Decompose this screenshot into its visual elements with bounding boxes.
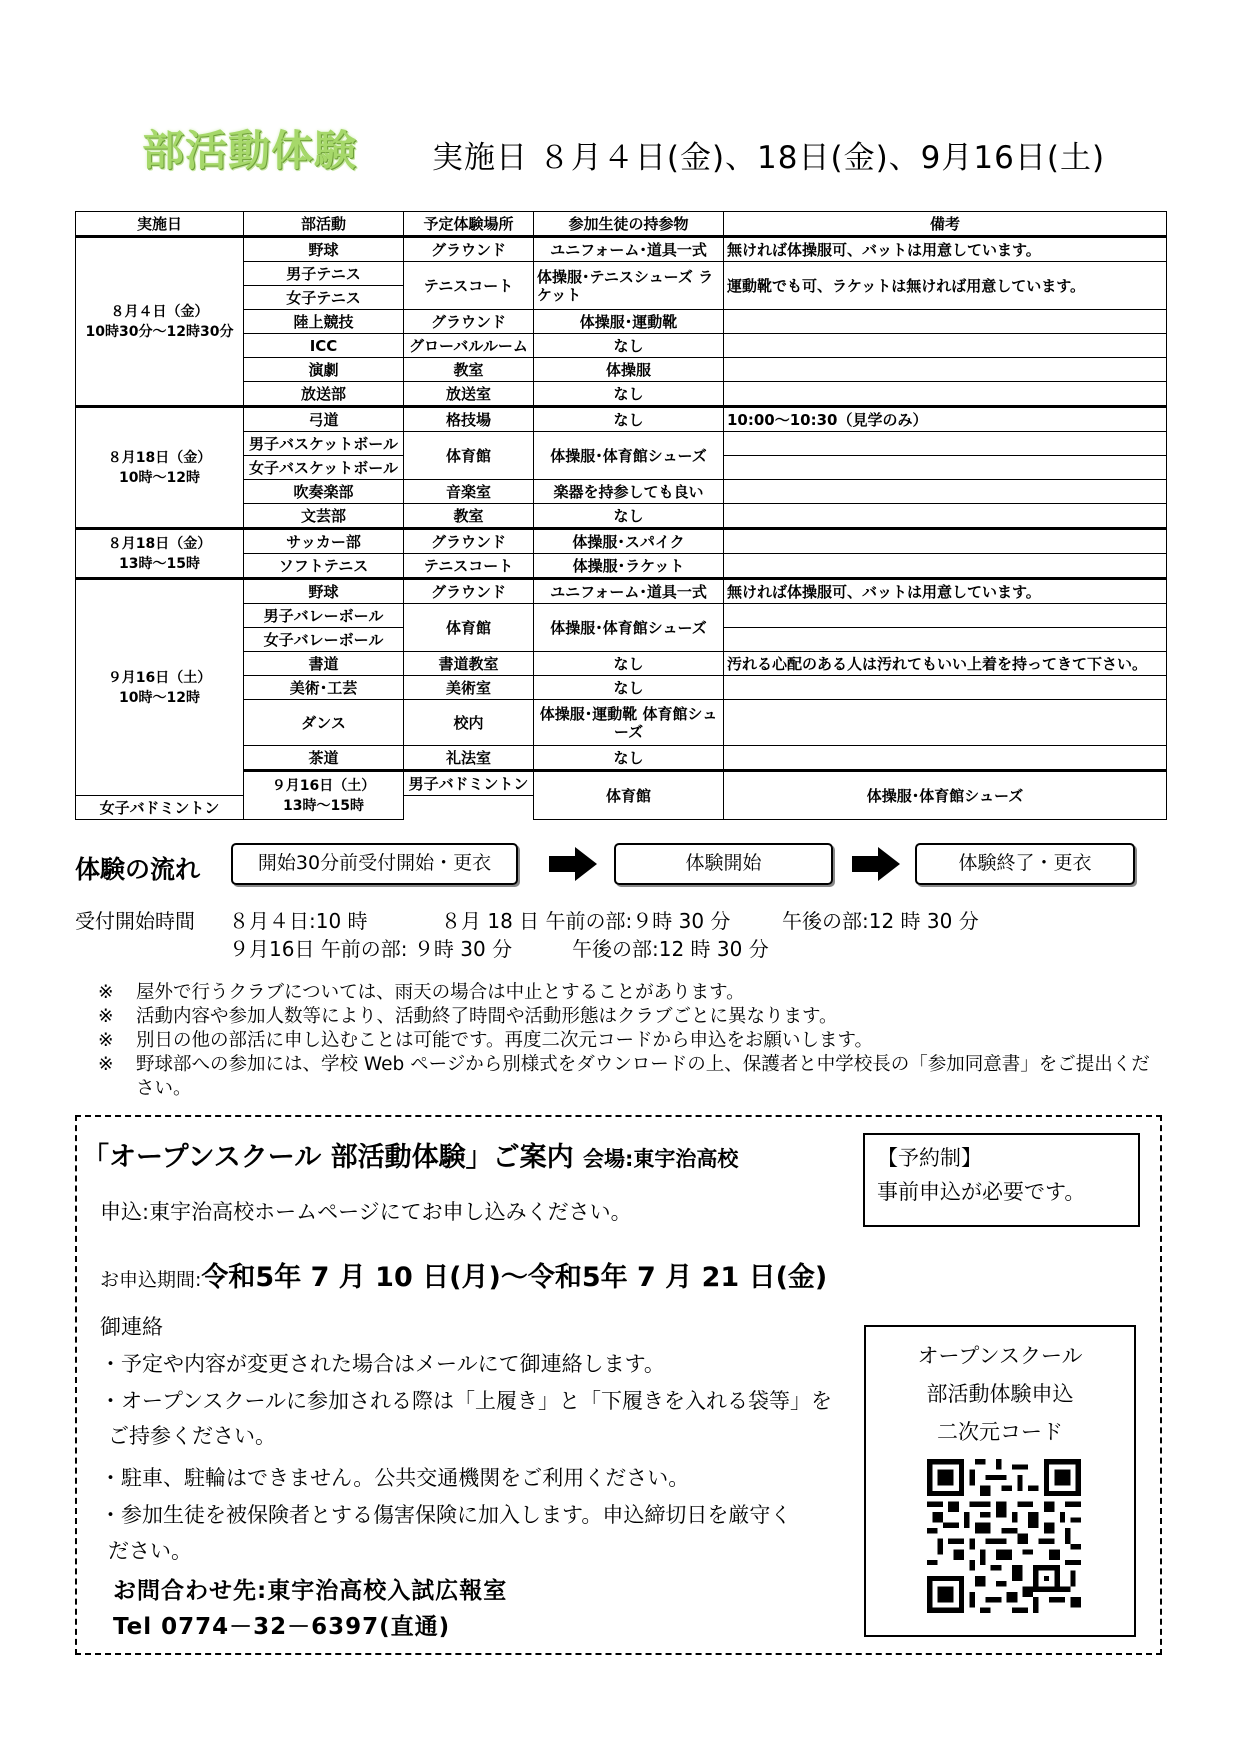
contact-item: ださい。 (108, 1539, 192, 1563)
club-cell: 女子テニス (244, 286, 404, 310)
club-cell: 男子バレーボール (244, 604, 404, 628)
club-cell: 陸上競技 (244, 310, 404, 334)
table-header-row (76, 212, 1167, 237)
items-cell: 体操服･体育館シューズ (534, 604, 724, 652)
note-cell (724, 382, 1167, 407)
place-cell: 格技場 (404, 407, 534, 432)
items-cell: 体操服･スパイク (534, 529, 724, 554)
header-place: 予定体験場所 (404, 212, 534, 237)
contact-item: ご持参ください。 (108, 1424, 276, 1448)
header-club: 部活動 (244, 212, 404, 237)
note-mark: ※ (98, 982, 114, 1003)
note-cell (724, 746, 1167, 771)
items-cell: なし (534, 407, 724, 432)
place-cell: 書道教室 (404, 652, 534, 676)
place-cell: 校内 (404, 700, 534, 746)
note-item (98, 1053, 1168, 1101)
note-cell (724, 604, 1167, 628)
date-text: ８月18日（金） (107, 535, 212, 552)
club-cell: ダンス (244, 700, 404, 746)
date-cell (244, 771, 404, 820)
reception-line2-a: ９月16日 午前の部: ９時 30 分 (229, 937, 513, 961)
club-cell: 男子バスケットボール (244, 432, 404, 456)
place-cell: テニスコート (404, 262, 534, 310)
date-text: ９月16日（土） (107, 669, 212, 686)
time-text: 10時30分～12時30分 (85, 323, 234, 340)
club-cell: ソフトテニス (244, 554, 404, 579)
items-cell: なし (534, 652, 724, 676)
club-cell: 演劇 (244, 358, 404, 382)
header-logo: 部活動体験 (142, 126, 358, 175)
items-cell: ユニフォーム･道具一式 (534, 579, 724, 604)
date-cell (76, 407, 244, 529)
time-text: 10時～12時 (119, 469, 200, 486)
reception-line1-b: ８月 18 日 午前の部:９時 30 分 (441, 909, 731, 933)
qr-caption-line: 部活動体験申込 (926, 1382, 1074, 1406)
time-text: 13時～15時 (119, 555, 200, 572)
place-cell: グラウンド (404, 310, 534, 334)
club-cell: 文芸部 (244, 504, 404, 529)
items-cell: 体操服･ラケット (534, 554, 724, 579)
note-cell (724, 334, 1167, 358)
date-text: ９月16日（土） (271, 777, 376, 794)
reception-label: 受付開始時間 (75, 909, 195, 933)
header-notes: 備考 (724, 212, 1167, 237)
open-school-title-text: 「オープンスクール 部活動体験」ご案内 (82, 1142, 574, 1173)
open-school-title (82, 1135, 738, 1174)
note-mark: ※ (98, 1054, 114, 1075)
club-cell: 野球 (244, 237, 404, 262)
notes-list (98, 981, 1168, 1101)
note-item (98, 1029, 1168, 1053)
reservation-box (863, 1133, 1140, 1227)
table-row (76, 529, 1167, 554)
reception-line1-a: ８月４日:10 時 (229, 909, 368, 933)
club-cell: 吹奏楽部 (244, 480, 404, 504)
place-cell: 体育館 (534, 771, 724, 820)
flow-title: 体験の流れ (75, 855, 201, 884)
schedule-table (75, 211, 1167, 820)
items-cell: 体操服･運動靴 体育館シューズ (534, 700, 724, 746)
qr-caption-line: オープンスクール (917, 1344, 1083, 1368)
header-items: 参加生徒の持参物 (534, 212, 724, 237)
note-text: 別日の他の部活に申し込むことは可能です。再度二次元コードから申込をお願いします。 (136, 1030, 874, 1051)
club-cell: 弓道 (244, 407, 404, 432)
date-text: ８月４日（金） (110, 303, 209, 320)
club-cell: 女子バドミントン (76, 796, 244, 820)
club-cell: 女子バレーボール (244, 628, 404, 652)
note-cell (724, 358, 1167, 382)
place-cell: 教室 (404, 504, 534, 529)
club-cell: 男子テニス (244, 262, 404, 286)
note-cell: 運動靴でも可、ラケットは無ければ用意しています。 (724, 262, 1167, 310)
note-cell (724, 456, 1167, 480)
note-text: 野球部への参加には、学校 Web ページから別様式をダウンロードの上、保護者と中学校長の「参加同意書」をご提出ください。 (136, 1054, 1150, 1099)
flow-step-1: 開始30分前受付開始・更衣 (231, 843, 518, 885)
header-date: 実施日 (76, 212, 244, 237)
reservation-title: 【予約制】 (877, 1146, 982, 1170)
club-cell: 茶道 (244, 746, 404, 771)
date-cell (76, 579, 244, 796)
club-cell: ICC (244, 334, 404, 358)
items-cell: なし (534, 676, 724, 700)
flow-step-2: 体験開始 (614, 843, 833, 885)
note-cell: 汚れる心配のある人は汚れてもいい上着を持ってきて下さい。 (724, 652, 1167, 676)
club-cell: サッカー部 (244, 529, 404, 554)
contact-item: ・参加生徒を被保険者とする傷害保険に加入します。申込締切日を厳守く (100, 1503, 792, 1527)
table-row (76, 579, 1167, 604)
place-cell: グローバルルーム (404, 334, 534, 358)
table-row (76, 407, 1167, 432)
contact-item: ・駐車、駐輪はできません。公共交通機関をご利用ください。 (100, 1466, 690, 1490)
note-text: 活動内容や参加人数等により、活動終了時間や活動形態はクラブごとに異なります。 (136, 1006, 838, 1027)
note-cell (724, 676, 1167, 700)
items-cell: なし (534, 382, 724, 407)
place-cell: 体育館 (404, 604, 534, 652)
place-cell: グラウンド (404, 579, 534, 604)
place-cell: 体育館 (404, 432, 534, 480)
time-text: 10時～12時 (119, 689, 200, 706)
contact-item: ・予定や内容が変更された場合はメールにて御連絡します。 (100, 1352, 665, 1376)
club-cell: 男子バドミントン (404, 771, 534, 796)
table-row (76, 237, 1167, 262)
apply-text: 申込:東宇治高校ホームページにてお申し込みください。 (100, 1200, 632, 1224)
note-cell (724, 310, 1167, 334)
open-school-venue: 会場:東宇治高校 (583, 1147, 739, 1171)
date-cell (76, 529, 244, 579)
club-cell: 野球 (244, 579, 404, 604)
contact-item: ・オープンスクールに参加される際は「上履き」と「下履きを入れる袋等」を (100, 1389, 833, 1413)
items-cell: ユニフォーム･道具一式 (534, 237, 724, 262)
arrow-right-icon (852, 847, 900, 881)
items-cell: 体操服･運動靴 (534, 310, 724, 334)
reception-line2-b: 午後の部:12 時 30 分 (572, 937, 769, 961)
place-cell: 放送室 (404, 382, 534, 407)
flow-step-3: 体験終了・更衣 (915, 843, 1135, 885)
place-cell: 礼法室 (404, 746, 534, 771)
tel-text: Tel 0774－32－6397(直通) (113, 1614, 451, 1640)
reception-line1-c: 午後の部:12 時 30 分 (782, 909, 979, 933)
club-cell: 美術･工芸 (244, 676, 404, 700)
note-item (98, 1005, 1168, 1029)
note-cell: 10:00～10:30（見学のみ） (724, 407, 1167, 432)
items-cell: 体操服･体育館シューズ (534, 432, 724, 480)
items-cell: 体操服･テニスシューズ ラケット (534, 262, 724, 310)
apply-period (100, 1255, 827, 1294)
club-cell: 書道 (244, 652, 404, 676)
reservation-text: 事前申込が必要です。 (877, 1180, 1086, 1204)
place-cell: 教室 (404, 358, 534, 382)
items-cell: 体操服･体育館シューズ (724, 771, 1167, 820)
items-cell: 体操服 (534, 358, 724, 382)
items-cell: なし (534, 504, 724, 529)
items-cell: なし (534, 334, 724, 358)
inquiry-text: お問合わせ先:東宇治高校入試広報室 (113, 1578, 508, 1604)
items-cell: 楽器を持参しても良い (534, 480, 724, 504)
note-cell (724, 700, 1167, 746)
club-cell: 女子バスケットボール (244, 456, 404, 480)
note-item (98, 981, 1168, 1005)
note-cell (724, 554, 1167, 579)
note-cell (724, 628, 1167, 652)
qr-caption-line: 二次元コード (937, 1420, 1063, 1444)
place-cell: 美術室 (404, 676, 534, 700)
note-cell: 無ければ体操服可、バットは用意しています。 (724, 237, 1167, 262)
place-cell: 音楽室 (404, 480, 534, 504)
note-cell (724, 504, 1167, 529)
note-mark: ※ (98, 1006, 114, 1027)
qr-code-icon[interactable] (927, 1459, 1081, 1613)
date-cell (76, 237, 244, 407)
event-dates: 実施日 ８月４日(金)、18日(金)、9月16日(土) (432, 140, 1106, 176)
note-text: 屋外で行うクラブについては、雨天の場合は中止とすることがあります。 (136, 982, 745, 1003)
date-text: ８月18日（金） (107, 449, 212, 466)
note-cell: 無ければ体操服可、バットは用意しています。 (724, 579, 1167, 604)
items-cell: なし (534, 746, 724, 771)
note-mark: ※ (98, 1030, 114, 1051)
note-cell (724, 432, 1167, 456)
place-cell: グラウンド (404, 529, 534, 554)
period-value: 令和5年 7 月 10 日(月)～令和5年 7 月 21 日(金) (201, 1262, 828, 1293)
place-cell: テニスコート (404, 554, 534, 579)
place-cell: グラウンド (404, 237, 534, 262)
arrow-right-icon (549, 847, 597, 881)
contact-heading: 御連絡 (100, 1315, 163, 1339)
period-label: お申込期間: (100, 1269, 202, 1291)
time-text: 13時～15時 (283, 797, 364, 814)
note-cell (724, 480, 1167, 504)
club-cell: 放送部 (244, 382, 404, 407)
note-cell (724, 529, 1167, 554)
